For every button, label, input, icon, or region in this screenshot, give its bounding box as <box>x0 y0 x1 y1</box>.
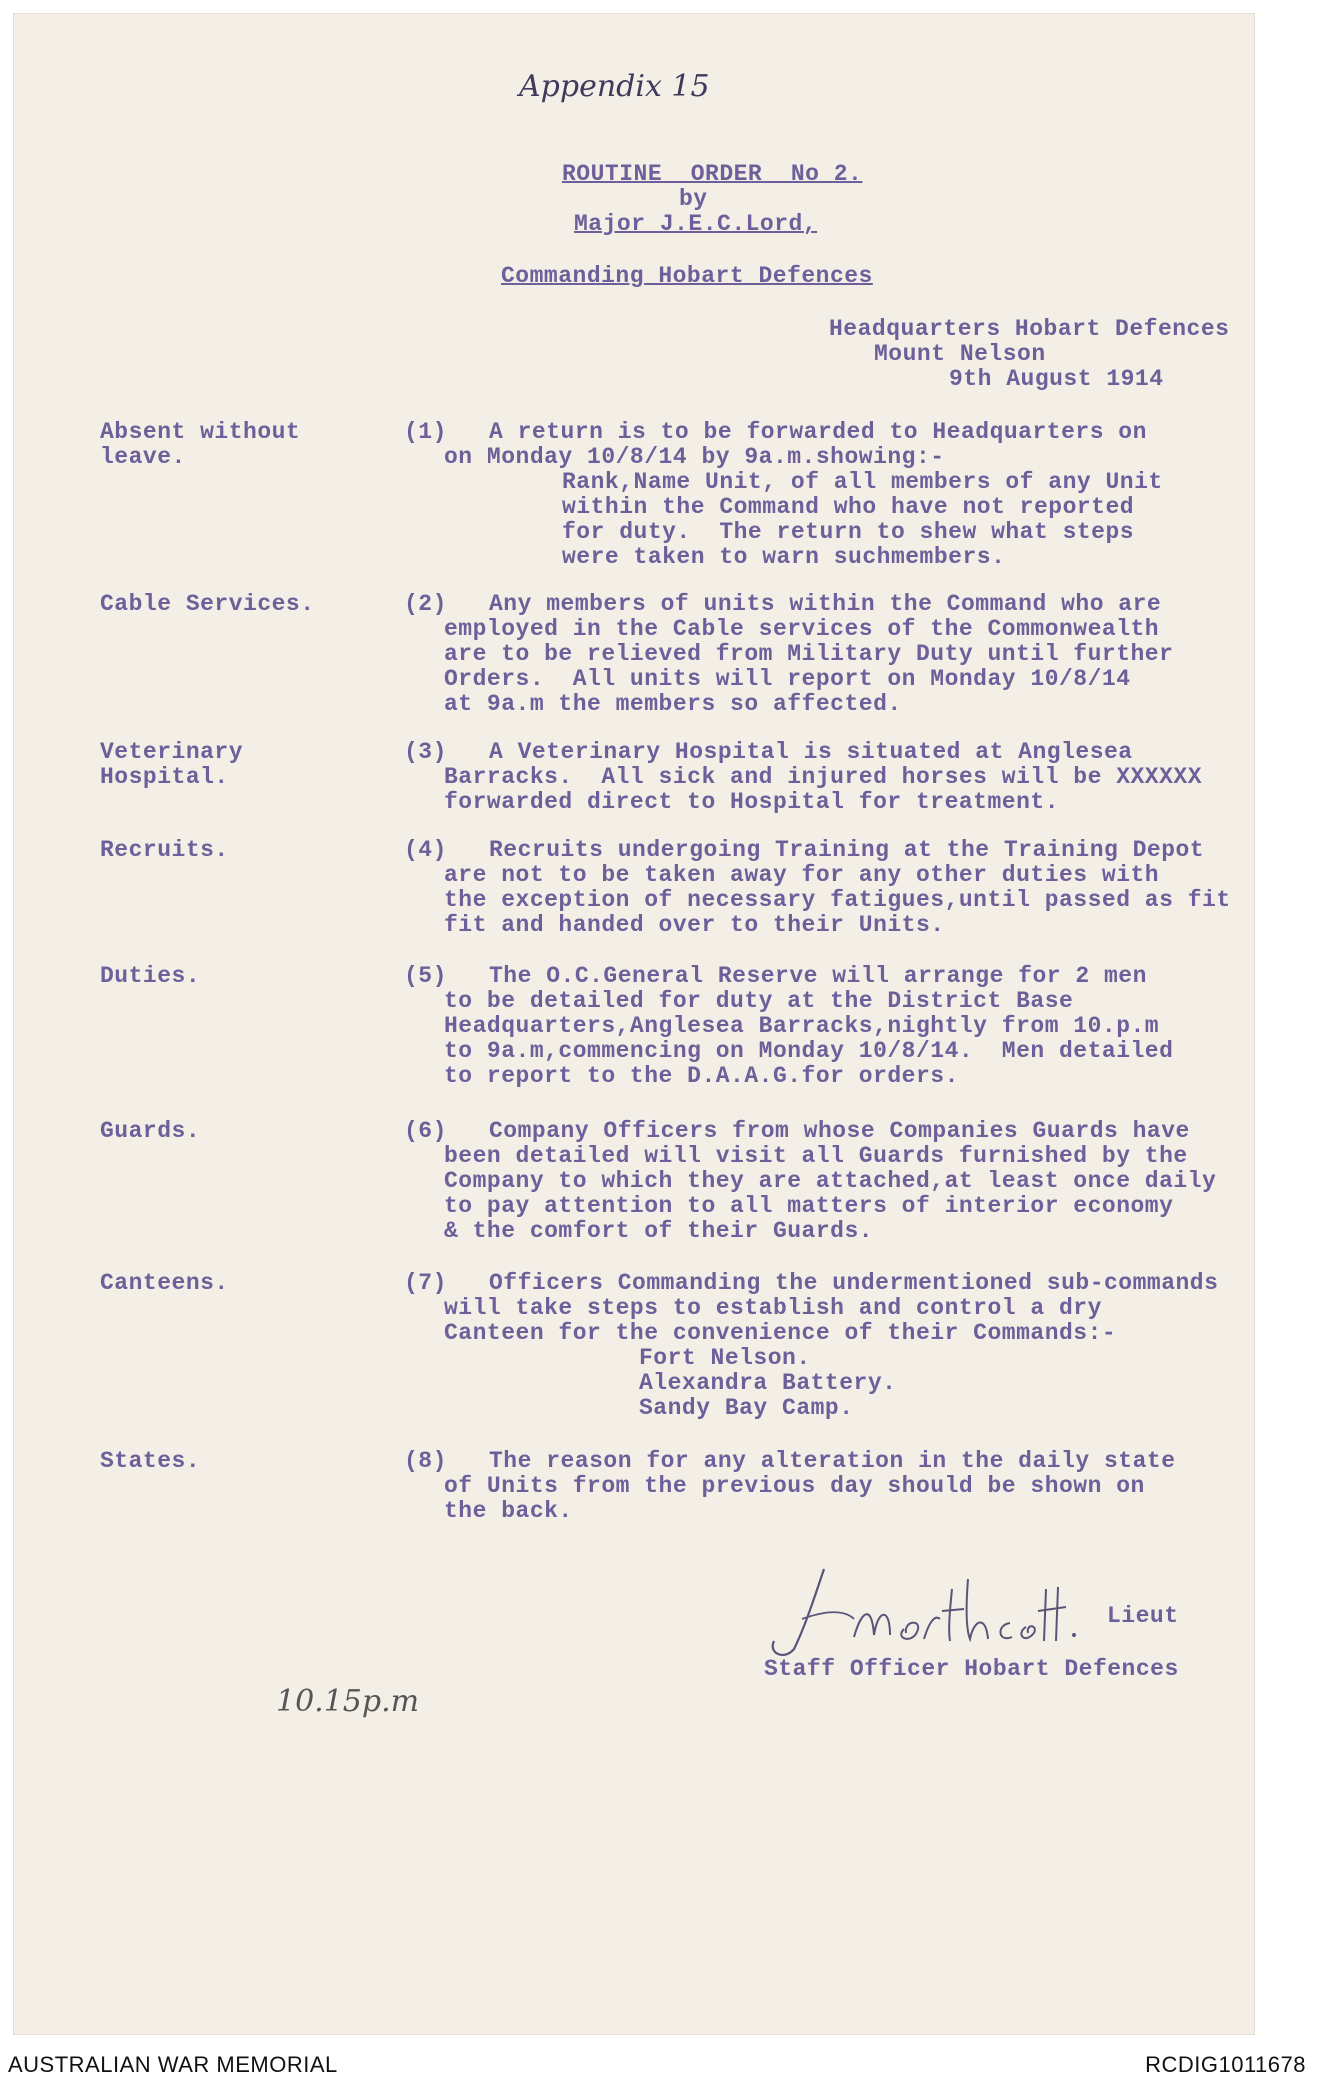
order-number: (5) <box>404 963 447 989</box>
order-number: (8) <box>404 1448 447 1474</box>
handwritten-signature <box>754 1549 1084 1669</box>
address-line-2: Mount Nelson <box>874 341 1046 367</box>
address-line-1: Headquarters Hobart Defences <box>829 316 1230 342</box>
order-line: been detailed will visit all Guards furnished by the <box>444 1143 1188 1169</box>
order-number: (6) <box>404 1118 447 1144</box>
side-heading: leave. <box>100 444 186 470</box>
side-heading: Guards. <box>100 1118 201 1144</box>
order-line: Canteen for the convenience of their Commands:- <box>444 1320 1117 1346</box>
order-line: at 9a.m the members so affected. <box>444 691 902 717</box>
appendix-annotation: Appendix 15 <box>519 69 710 104</box>
order-line: Recruits undergoing Training at the Training Depot <box>489 837 1205 863</box>
order-line: for duty. The return to shew what steps <box>562 519 1135 545</box>
order-number: (1) <box>404 419 447 445</box>
side-heading: Cable Services. <box>100 591 315 617</box>
order-line: A Veterinary Hospital is situated at Anglesea <box>489 739 1133 765</box>
order-line: are to be relieved from Military Duty until further <box>444 641 1174 667</box>
order-line: & the comfort of their Guards. <box>444 1218 874 1244</box>
signature-title: Staff Officer Hobart Defences <box>764 1656 1179 1682</box>
order-line: Rank,Name Unit, of all members of any Unit <box>562 469 1163 495</box>
order-line: Sandy Bay Camp. <box>639 1395 854 1421</box>
order-line: A return is to be forwarded to Headquarters on <box>489 419 1147 445</box>
order-line: to pay attention to all matters of interior economy <box>444 1193 1174 1219</box>
order-line: were taken to warn suchmembers. <box>562 544 1006 570</box>
order-line: Officers Commanding the undermentioned sub-commands <box>489 1270 1219 1296</box>
order-line: on Monday 10/8/14 by 9a.m.showing:- <box>444 444 945 470</box>
order-line: Headquarters,Anglesea Barracks,nightly from 10.p.m <box>444 1013 1160 1039</box>
order-line: Orders. All units will report on Monday 10/8/14 <box>444 666 1131 692</box>
order-line: to report to the D.A.A.G.for orders. <box>444 1063 959 1089</box>
order-line: are not to be taken away for any other duties with <box>444 862 1160 888</box>
address-date: 9th August 1914 <box>949 366 1164 392</box>
order-line: the back. <box>444 1498 573 1524</box>
order-number: (3) <box>404 739 447 765</box>
order-line: The O.C.General Reserve will arrange for 2 men <box>489 963 1147 989</box>
issuer-line: Major J.E.C.Lord, <box>574 211 818 237</box>
by-line: by <box>679 186 708 212</box>
order-line: Any members of units within the Command who are <box>489 591 1162 617</box>
order-number: (7) <box>404 1270 447 1296</box>
document-page <box>14 14 1254 2034</box>
order-line: to be detailed for duty at the District Base <box>444 988 1074 1014</box>
order-title: ROUTINE ORDER No 2. <box>562 161 863 187</box>
side-heading: Recruits. <box>100 837 229 863</box>
side-heading: Absent without <box>100 419 301 445</box>
time-annotation: 10.15p.m <box>276 1684 420 1719</box>
side-heading: States. <box>100 1448 201 1474</box>
order-line: The reason for any alteration in the daily state <box>489 1448 1176 1474</box>
order-line: fit and handed over to their Units. <box>444 912 945 938</box>
order-number: (2) <box>404 591 447 617</box>
order-line: of Units from the previous day should be shown on <box>444 1473 1145 1499</box>
footer-source: AUSTRALIAN WAR MEMORIAL <box>8 2052 338 2077</box>
side-heading: Canteens. <box>100 1270 229 1296</box>
order-line: Company Officers from whose Companies Guards have <box>489 1118 1190 1144</box>
order-line: forwarded direct to Hospital for treatment. <box>444 789 1059 815</box>
side-heading: Veterinary <box>100 739 244 765</box>
order-number: (4) <box>404 837 447 863</box>
command-line: Commanding Hobart Defences <box>501 263 873 289</box>
footer-id: RCDIG1011678 <box>1145 2052 1306 2077</box>
signature-rank: Lieut <box>1107 1603 1179 1629</box>
side-heading: Duties. <box>100 963 201 989</box>
order-line: to 9a.m,commencing on Monday 10/8/14. Men detailed <box>444 1038 1174 1064</box>
order-line: the exception of necessary fatigues,until passed as fit <box>444 887 1231 913</box>
side-heading: Hospital. <box>100 764 229 790</box>
order-line: within the Command who have not reported <box>562 494 1135 520</box>
order-line: will take steps to establish and control a dry <box>444 1295 1102 1321</box>
order-line: Alexandra Battery. <box>639 1370 897 1396</box>
order-line: Barracks. All sick and injured horses will be XXXXXX <box>444 764 1203 790</box>
order-line: employed in the Cable services of the Commonwealth <box>444 616 1160 642</box>
order-line: Company to which they are attached,at least once daily <box>444 1168 1217 1194</box>
order-line: Fort Nelson. <box>639 1345 811 1371</box>
